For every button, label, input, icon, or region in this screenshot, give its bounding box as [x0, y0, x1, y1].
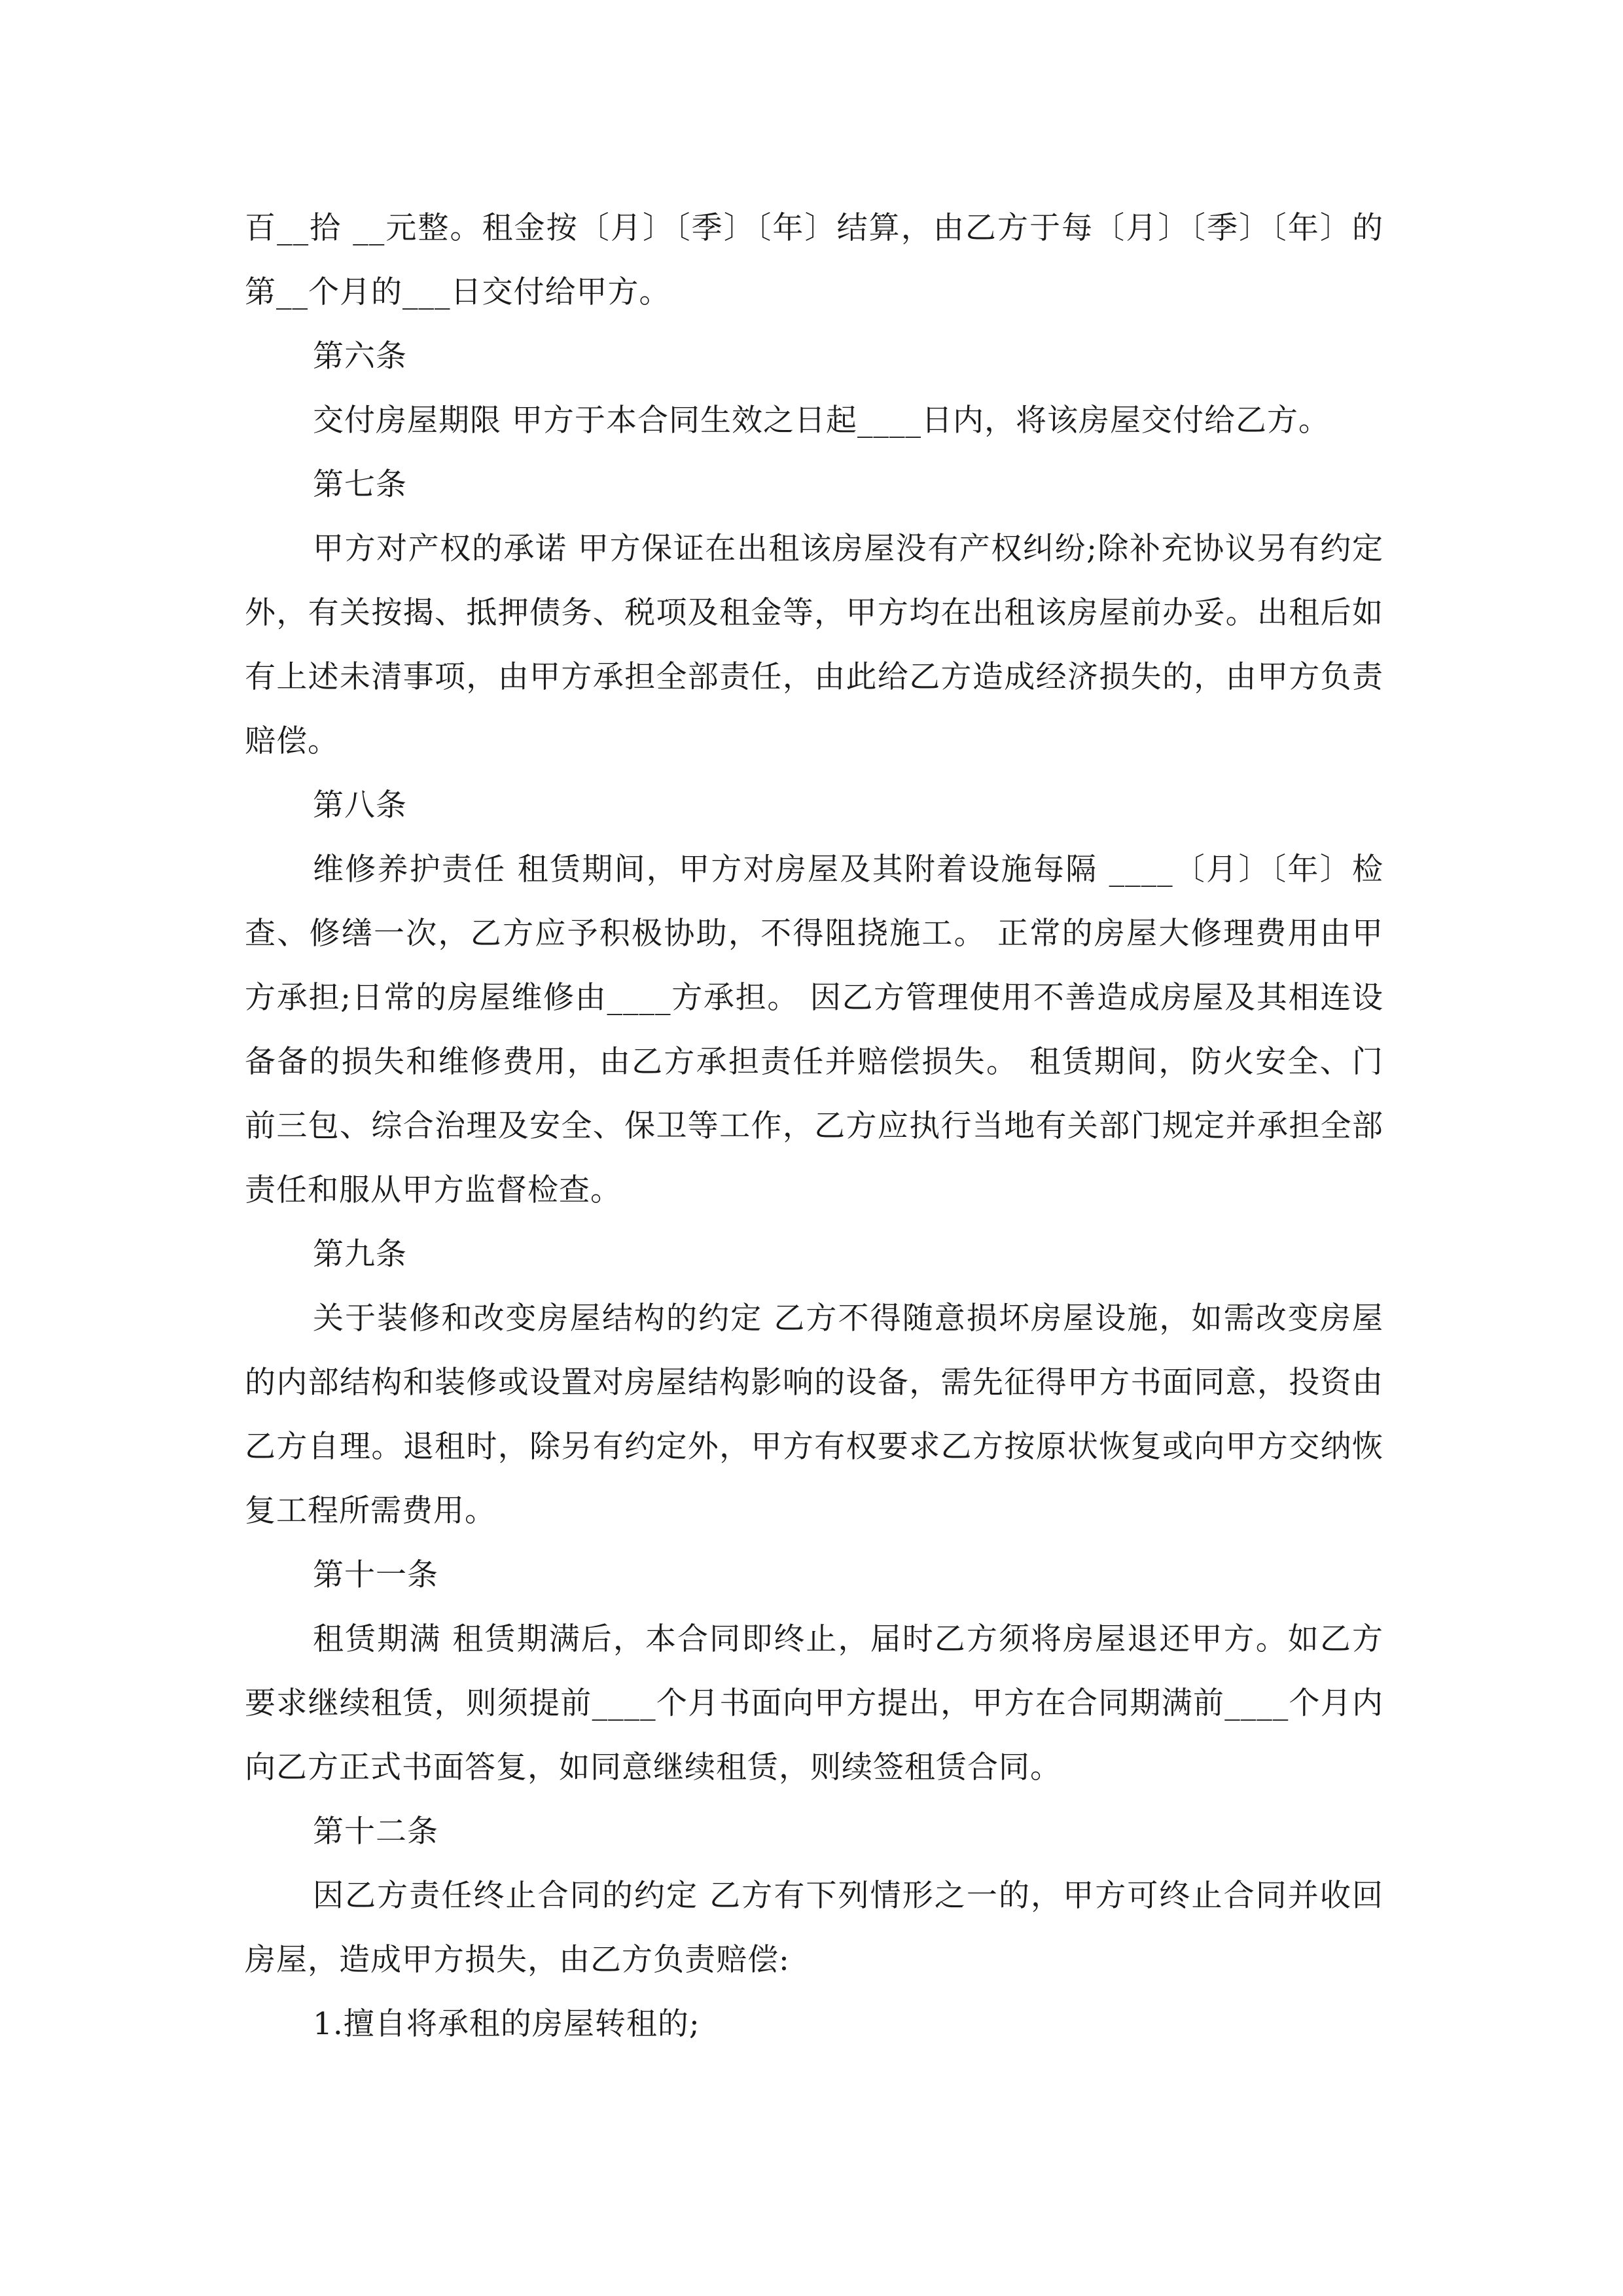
article-12-text: 因乙方责任终止合同的约定 乙方有下列情形之一的，甲方可终止合同并收回房屋，造成甲方损失，由乙方负责赔偿: [245, 1878, 1383, 1978]
article-7-text: 甲方对产权的承诺 甲方保证在出租该房屋没有产权纠纷;除补充协议另有约定外，有关按揭、抵押债务、税项及租金等，甲方均在出租该房屋前办妥。出租后如有上述未清事项，由甲方承担全部责任，由此给乙方造成经济损失的，由甲方负责赔偿。 [245, 531, 1383, 759]
article-6-heading: 第六条 [313, 338, 407, 374]
article-12-item-1: 1.擅自将承租的房屋转租的; [313, 2006, 700, 2042]
contract-body [245, 196, 1383, 2056]
article-11-text: 租赁期满 租赁期满后，本合同即终止，届时乙方须将房屋退还甲方。如乙方要求继续租赁，则须提前____个月书面向甲方提出，甲方在合同期满前____个月内向乙方正式书面答复，如同意继续租赁，则续签租赁合同。 [245, 1621, 1383, 1785]
article-6-text: 交付房屋期限 甲方于本合同生效之日起____日内，将该房屋交付给乙方。 [313, 403, 1330, 439]
article-9-heading: 第九条 [313, 1236, 407, 1272]
article-9-text: 关于装修和改变房屋结构的约定 乙方不得随意损坏房屋设施，如需改变房屋的内部结构和装修或设置对房屋结构影响的设备，需先征得甲方书面同意，投资由乙方自理。退租时，除另有约定外，甲方有权要求乙方按原状恢复或向甲方交纳恢复工程所需费用。 [245, 1300, 1383, 1529]
article-8-heading: 第八条 [313, 787, 407, 823]
article-7-heading: 第七条 [313, 467, 407, 503]
article-8-text: 维修养护责任 租赁期间，甲方对房屋及其附着设施每隔 ____〔月〕〔年〕检查、修缮一次，乙方应予积极协助，不得阻挠施工。 正常的房屋大修理费用由甲方承担;日常的房屋维修由____方承担。 因乙方管理使用不善造成房屋及其相连设备备的损失和维修费用，由乙方承担责任并赔偿损失。 租赁期间，防火安全、门前三包、综合治理及安全、保卫等工作，乙方应执行当地有关部门规定并承担全部责任和服从甲方监督检查。 [245, 852, 1383, 1208]
article-11-heading: 第十一条 [313, 1557, 438, 1593]
rent-payment-terms: 百__拾 __元整。租金按〔月〕〔季〕〔年〕结算，由乙方于每〔月〕〔季〕〔年〕的第__个月的___日交付给甲方。 [245, 210, 1383, 310]
article-12-heading: 第十二条 [313, 1814, 438, 1850]
